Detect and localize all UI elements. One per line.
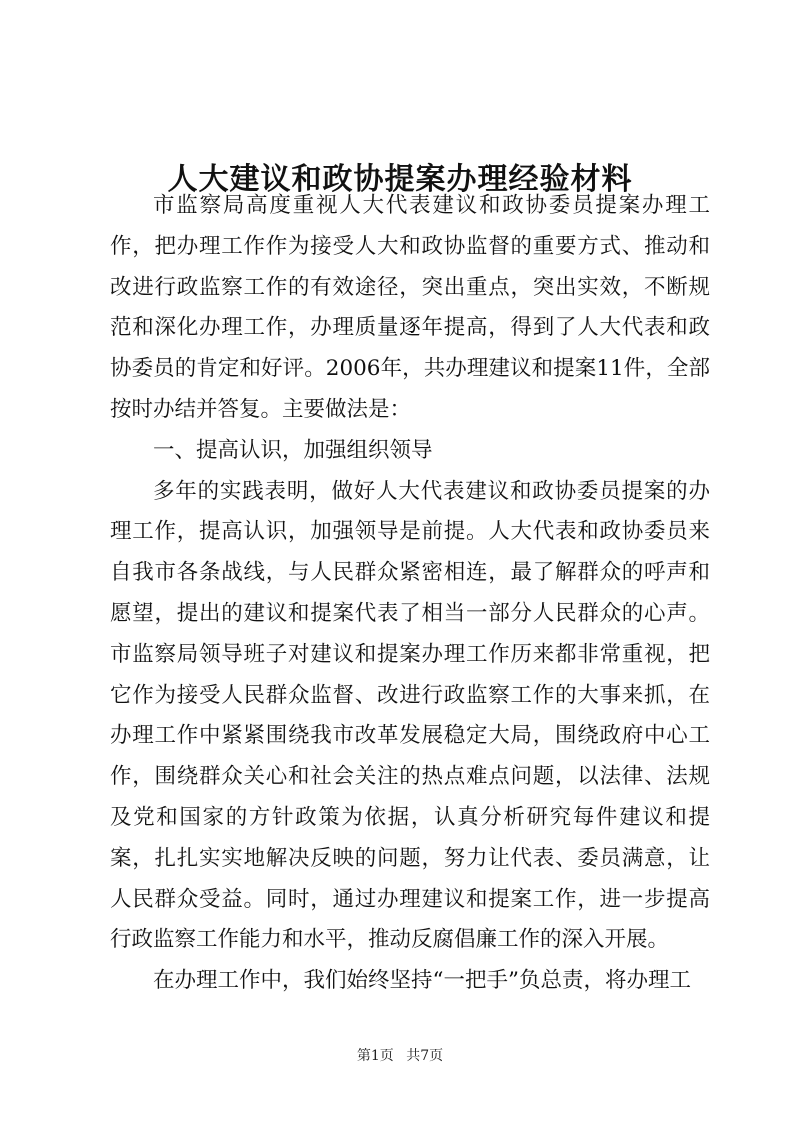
page-number: 第1页: [356, 1048, 394, 1064]
section-heading-1: 一、提高认识，加强组织领导: [153, 437, 433, 463]
paragraph-intro: 市监察局高度重视人大代表建议和政协委员提案办理工作，把办理工作作为接受人大和政协监督的重要方式、推动和改进行政监察工作的有效途径，突出重点，突出实效，不断规范和深化办理工作，办理质量逐年提高，得到了人大代表和政协委员的肯定和好评。2006年，共办理建议和提案11件，全部按时办结并答复。主要做法是：: [110, 193, 710, 422]
document-title: 人大建议和政协提案办理经验材料: [167, 162, 633, 198]
paragraph-leadership: 在办理工作中，我们始终坚持“一把手”负总责，将办理工: [153, 968, 691, 994]
page-total: 共7页: [406, 1048, 444, 1064]
page-footer: [0, 1046, 800, 1066]
document-body: [110, 186, 710, 1002]
paragraph-practice: 多年的实践表明，做好人大代表建议和政协委员提案的办理工作，提高认识，加强领导是前提。人大代表和政协委员来自我市各条战线，与人民群众紧密相连，最了解群众的呼声和愿望，提出的建议和提案代表了相当一部分人民群众的心声。市监察局领导班子对建议和提案办理工作历来都非常重视，把它作为接受人民群众监督、改进行政监察工作的大事来抓，在办理工作中紧紧围绕我市改革发展稳定大局，围绕政府中心工作，围绕群众关心和社会关注的热点难点问题，以法律、法规及党和国家的方针政策为依据，认真分析研究每件建议和提案，扎扎实实地解决反映的问题，努力让代表、委员满意，让人民群众受益。同时，通过办理建议和提案工作，进一步提高行政监察工作能力和水平，推动反腐倡廉工作的深入开展。: [110, 478, 710, 953]
